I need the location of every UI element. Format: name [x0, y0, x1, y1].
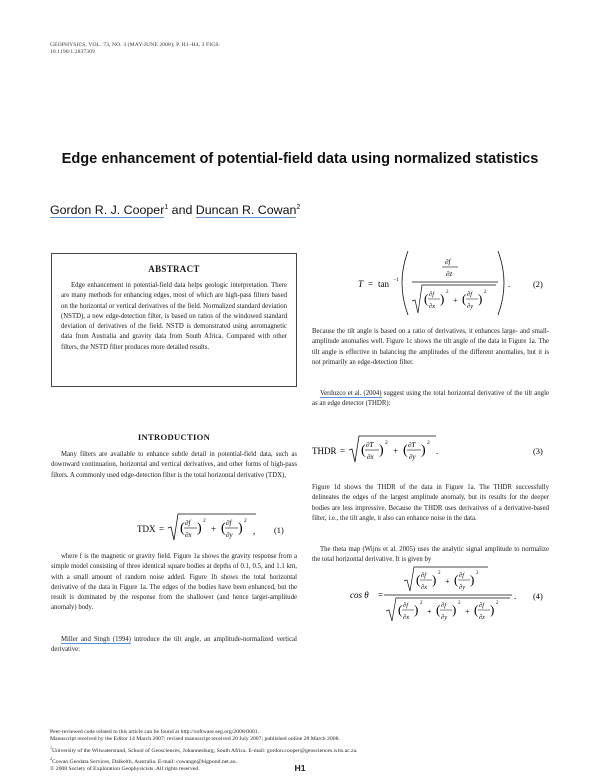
svg-text:): ) — [238, 521, 243, 536]
svg-text:(: ( — [398, 602, 403, 617]
footnote-code: Peer-reviewed code related to this article can be found at http://software.seg.org/2008/0001. — [50, 729, 260, 735]
eq2-label: T — [358, 279, 364, 289]
doi: 10.1190/1.2837309 — [50, 49, 95, 55]
svg-text:): ) — [478, 291, 483, 306]
svg-text:): ) — [440, 291, 445, 306]
abstract-heading: ABSTRACT — [148, 264, 200, 274]
svg-text:∂y: ∂y — [459, 584, 466, 591]
author-1-name[interactable]: Gordon R. J. Cooper — [50, 203, 165, 217]
svg-text:∂T: ∂T — [408, 441, 416, 449]
svg-text:+: + — [453, 296, 458, 305]
svg-text:=: = — [378, 590, 384, 600]
svg-text:+: + — [465, 607, 470, 616]
svg-text:): ) — [452, 602, 457, 617]
svg-text:2: 2 — [385, 440, 388, 446]
reference-link-miller-singh[interactable]: Miller and Singh (1994) — [61, 636, 131, 643]
svg-text:∂f: ∂f — [445, 258, 451, 266]
svg-text:(: ( — [462, 291, 467, 306]
svg-text:2: 2 — [244, 518, 247, 524]
svg-text:2: 2 — [446, 290, 449, 295]
svg-text:2: 2 — [438, 571, 441, 576]
right-paragraph-1: Because the tilt angle is based on a ratio of derivatives, it enhances large- and small-amplitude anomalies well. Figure 1c shows the tilt angle of the data in Figure 1a. The tilt angle is effective in balancing the amplitudes of the different anomalies, but it is not primarily an edge-detection filter. — [312, 328, 549, 366]
svg-text:): ) — [379, 443, 384, 458]
svg-text:(: ( — [361, 443, 366, 458]
author-conjunction: and — [168, 203, 196, 217]
svg-text:∂f: ∂f — [403, 602, 409, 609]
svg-text:∂f: ∂f — [441, 602, 447, 609]
svg-text:+: + — [211, 524, 217, 534]
svg-text:∂x: ∂x — [403, 614, 410, 621]
svg-text:(: ( — [416, 572, 421, 587]
abstract-text: Edge enhancement in potential-field data helps geologic interpretation. There are many methods for enhancing edges, most of which are high-pass filters based on the horizontal or vertical derivatives of the field. Normalized standard deviation (NSTD), a new edge-detection filter, is based on ratios of the windowed standard deviation of derivatives of the field. NSTD is demonstrated using aeromagnetic data from Australia and gravity data from South Africa. Compared with other filters, the NSTD filter produces more detailed results. — [61, 282, 287, 351]
svg-text:2: 2 — [458, 601, 461, 606]
svg-text:∂f: ∂f — [467, 291, 473, 298]
journal-citation: GEOPHYSICS, VOL. 73, NO. 3 (MAY-JUNE 2008); P. H1–H4, 3 FIGS. — [50, 42, 221, 48]
intro-paragraph-3-text: introduce the tilt angle, an amplitude-normalized vertical derivative: — [51, 636, 297, 654]
svg-text:∂f: ∂f — [421, 572, 427, 579]
svg-text:.: . — [436, 446, 439, 456]
footnote-affiliation-1: $^1$University of the Witwatersrand, School of Geosciences, Johannesburg, South Africa. E-mail: gordon.cooper@geosciences.wits.ac.za. — [50, 744, 358, 754]
svg-text:∂y: ∂y — [467, 303, 474, 310]
svg-text:): ) — [421, 443, 426, 458]
svg-text:(: ( — [403, 443, 408, 458]
reference-link-verduzco[interactable]: Verduzco et al. (2004) — [320, 390, 382, 397]
svg-text:∂z: ∂z — [446, 270, 453, 278]
svg-text:=: = — [159, 524, 165, 534]
svg-text:∂f: ∂f — [479, 602, 485, 609]
eq2-number: (2) — [533, 280, 543, 289]
svg-text:): ) — [414, 602, 419, 617]
svg-text:): ) — [197, 521, 202, 536]
footnote-manuscript: Manuscript received by the Editor 14 March 2007; revised manuscript received 20 July 2007; published online 28 March 2008. — [50, 736, 340, 743]
equation-2 — [312, 247, 552, 317]
paper-title: Edge enhancement of potential-field data using normalized statistics — [61, 151, 539, 167]
svg-text:): ) — [432, 572, 437, 587]
svg-text:(: ( — [424, 291, 429, 306]
svg-text:(: ( — [436, 602, 441, 617]
author-2-affiliation-mark: 2 — [296, 203, 301, 211]
svg-text:(: ( — [221, 521, 226, 536]
svg-text:∂x: ∂x — [421, 584, 428, 591]
equation-4 — [312, 563, 552, 625]
footnote-affiliation-2: $^2$Cowan Geodata Services, Dalkeith, Australia. E-mail: cowange@bigpond.net.au. — [50, 755, 237, 765]
svg-text:∂y: ∂y — [226, 531, 233, 539]
svg-text:2: 2 — [484, 290, 487, 295]
svg-text:2: 2 — [496, 601, 499, 606]
svg-text:∂x: ∂x — [429, 303, 436, 310]
right-paragraph-2 — [312, 389, 549, 410]
right-paragraph-4: The theta map (Wijns et al. 2005) uses the analytic signal amplitude to normalize the total horizontal derivative. It is given by — [312, 546, 549, 564]
right-paragraph-2-text: suggest using the total horizontal derivative of the tilt angle as an edge detector (THDR): — [312, 390, 549, 408]
introduction-heading: INTRODUCTION — [137, 432, 211, 442]
running-header — [50, 42, 220, 56]
eq4-number: (4) — [533, 592, 543, 601]
svg-text:∂x: ∂x — [367, 453, 374, 461]
svg-text:=: = — [340, 446, 346, 456]
svg-text:): ) — [470, 572, 475, 587]
svg-text:∂f: ∂f — [459, 572, 465, 579]
svg-text:(: ( — [180, 521, 185, 536]
equation-1 — [51, 512, 297, 546]
svg-text:+: + — [445, 577, 450, 586]
svg-text:∂T: ∂T — [366, 441, 374, 449]
svg-text:∂f: ∂f — [429, 291, 435, 298]
svg-text:∂z: ∂z — [479, 614, 485, 621]
svg-text:(: ( — [454, 572, 459, 587]
svg-text:+: + — [393, 446, 399, 456]
svg-text:tan: tan — [378, 279, 389, 289]
intro-paragraph-1: Many filters are available to enhance subtle detail in potential-field data, such as downward continuation, horizontal and vertical derivatives, and other forms of high-pass filters. A commonly used edge-detection filter is the total horizontal derivative (TDX), — [51, 451, 297, 479]
svg-text:2: 2 — [476, 571, 479, 576]
svg-text:∂y: ∂y — [441, 614, 448, 621]
svg-text:.: . — [508, 279, 511, 289]
right-paragraph-3: Figure 1d shows the THDR of the data in Figure 1a. The THDR successfully delineates the edges of the largest amplitude anomaly, but its results for the deeper bodies are less impressive. Because the THDR uses derivatives of a derivative-based filter, i.e., the tilt angle, it also can enhance noise in the data. — [312, 484, 549, 522]
svg-text:2: 2 — [420, 601, 423, 606]
svg-text:−1: −1 — [393, 277, 399, 283]
author-2-name[interactable]: Duncan R. Cowan — [195, 203, 297, 217]
svg-text:∂f: ∂f — [226, 519, 232, 527]
page-number: H1 — [294, 763, 306, 773]
svg-text:(: ( — [474, 602, 479, 617]
eq1-label: TDX — [137, 524, 156, 534]
eq1-number: (1) — [274, 526, 284, 535]
svg-text:2: 2 — [427, 440, 430, 446]
equation-3 — [312, 432, 552, 468]
intro-paragraph-2: where f is the magnetic or gravity field. Figure 1a shows the gravity response from a simple model consisting of three identical square bodies at depths of 0.1, 0.5, and 1.1 km, with a small amount of random noise added. Figure 1b shows the total horizontal derivative of the data in Figure 1a. The edges of the bodies have been enhanced, but the result is dominated by the response from the shallower (and hence larger-amplitude anomaly) body. — [51, 553, 297, 612]
svg-text:): ) — [490, 602, 495, 617]
author-line — [50, 203, 300, 217]
eq4-label: cos θ — [350, 590, 369, 600]
author-1-affiliation-mark: 1 — [164, 203, 169, 211]
intro-paragraph-3 — [51, 635, 297, 656]
svg-text:=: = — [368, 279, 374, 289]
svg-text:∂f: ∂f — [185, 519, 191, 527]
svg-text:∂x: ∂x — [185, 531, 192, 539]
footnote-copyright: © 2008 Society of Exploration Geophysicists. All rights reserved. — [50, 765, 200, 772]
svg-text:+: + — [427, 607, 432, 616]
svg-text:∂y: ∂y — [409, 453, 416, 461]
eq3-number: (3) — [533, 447, 543, 456]
svg-text:2: 2 — [203, 518, 206, 524]
svg-text:.: . — [514, 591, 517, 601]
svg-text:,: , — [253, 526, 256, 536]
eq3-label: THDR — [312, 446, 337, 456]
